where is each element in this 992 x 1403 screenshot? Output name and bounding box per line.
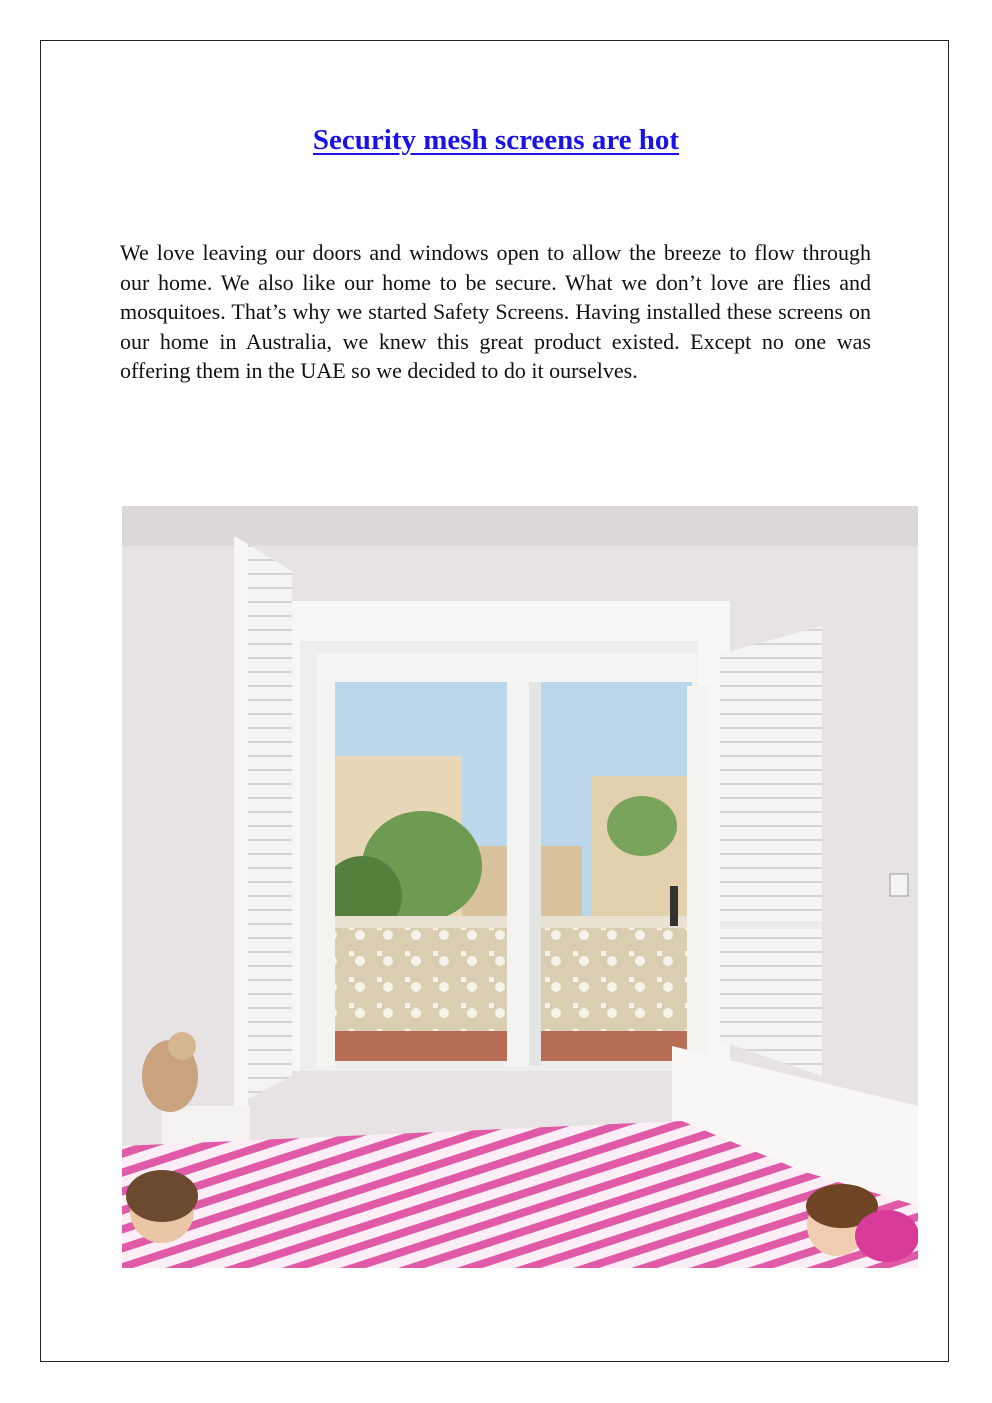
door-mullion-center	[507, 666, 529, 1066]
door-mullion-center2	[529, 676, 541, 1066]
door-handle	[670, 886, 678, 926]
door-head	[317, 654, 697, 682]
doll-left-hair	[126, 1170, 198, 1222]
right-shutter-rail	[720, 921, 822, 929]
thermostat	[890, 874, 908, 896]
title-link[interactable]: Security mesh screens are hot	[312, 124, 680, 156]
left-shutter-edge	[234, 536, 248, 1106]
door-mullion-right	[687, 686, 709, 1076]
bedroom-photo	[122, 506, 918, 1268]
door-mullion-left	[317, 654, 335, 1069]
horse-head	[168, 1032, 196, 1060]
ceiling-shadow	[122, 506, 918, 546]
page-title	[0, 120, 992, 157]
intro-paragraph: We love leaving our doors and windows open to allow the breeze to flow through our home. We also like our home to be secure. What we don’t love are flies and mosquitoes. That’s why we started Safety Screens. Having installed these screens on our home in Australia, we knew this great product existed. Except no one was offering them in the UAE so we decided to do it ourselves.	[120, 240, 871, 383]
doll-right-dress	[855, 1210, 918, 1262]
right-shutter	[720, 626, 822, 1076]
